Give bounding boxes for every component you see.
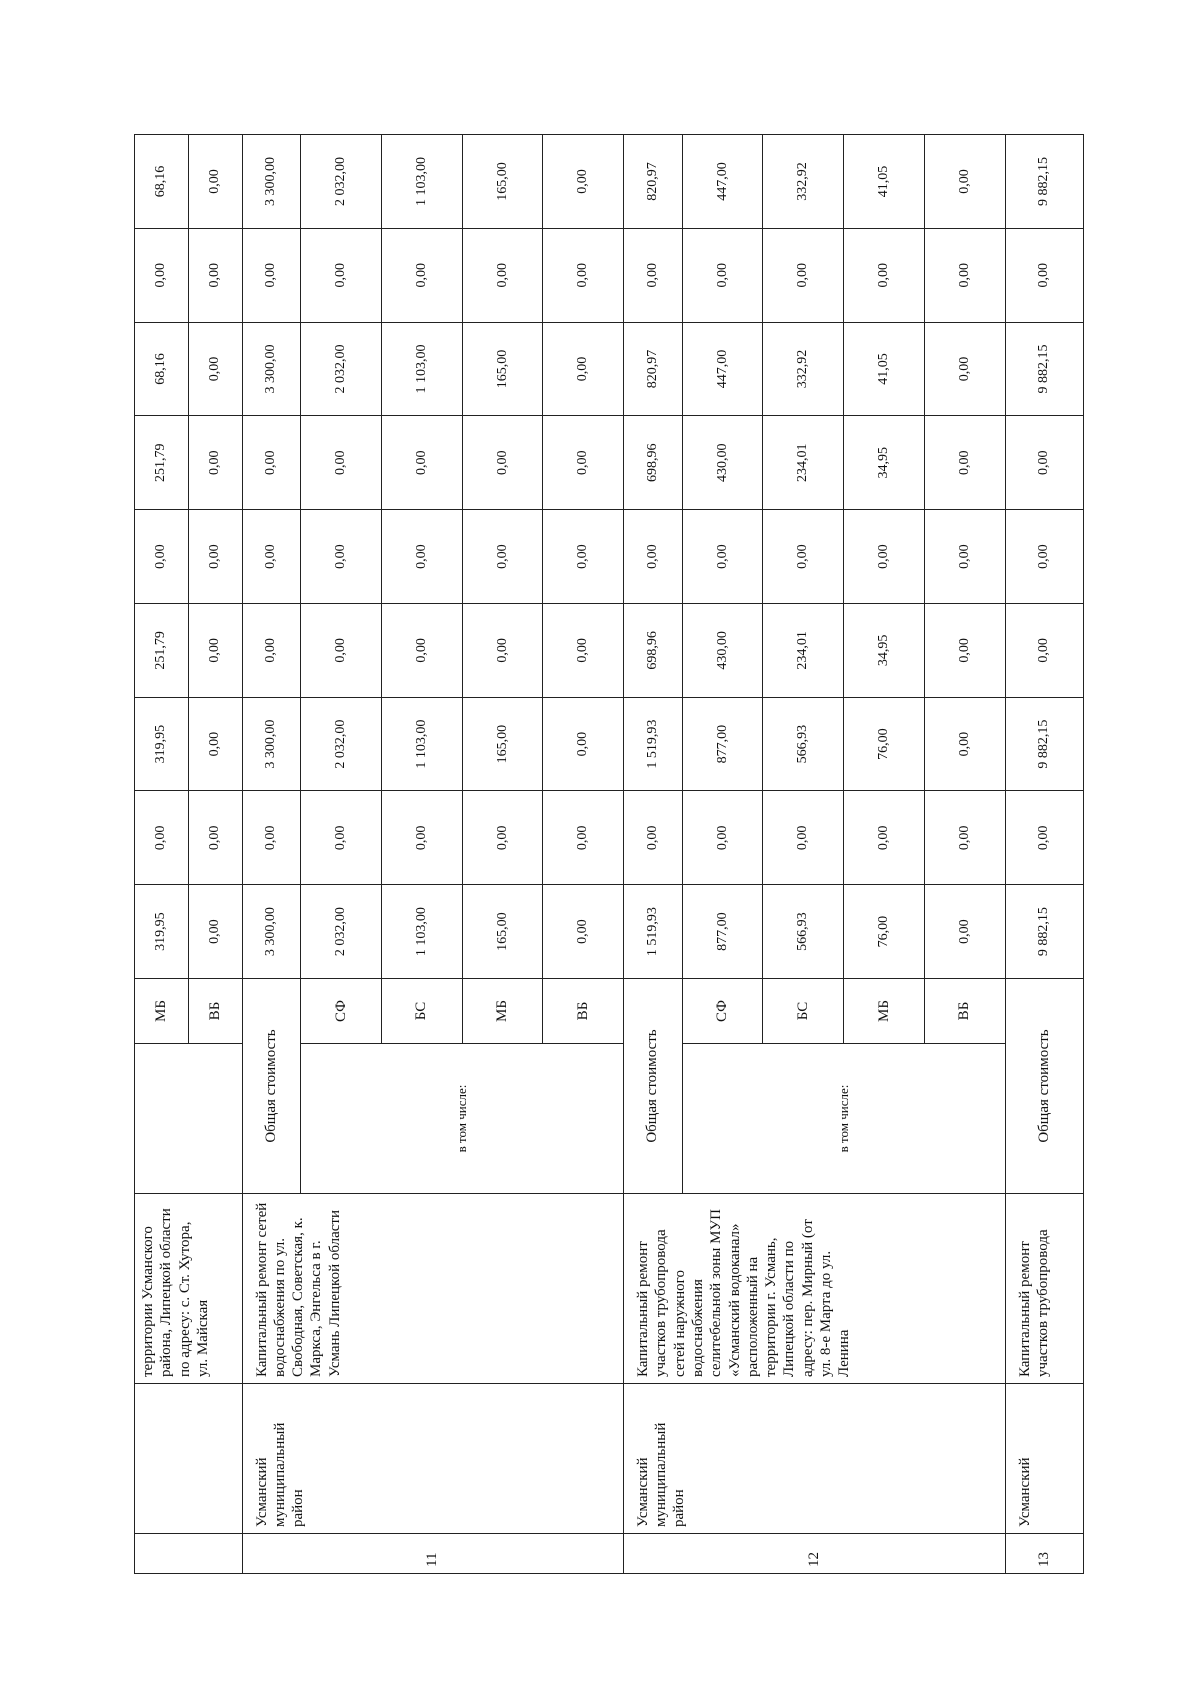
budget-table <box>134 134 1084 1574</box>
value-cell: 9 882,15 <box>1005 322 1083 416</box>
value-cell: 0,00 <box>844 791 925 885</box>
value-cell: 0,00 <box>924 791 1005 885</box>
value-cell: 1 519,93 <box>624 885 683 979</box>
value-cell: 2 032,00 <box>301 697 382 791</box>
value-cell: 0,00 <box>543 135 624 229</box>
value-cell: 234,01 <box>763 603 844 697</box>
district-cell: Усманский муниципальный район <box>242 1384 624 1534</box>
value-cell: 877,00 <box>682 697 763 791</box>
value-cell: 0,00 <box>188 416 242 510</box>
value-cell: 0,00 <box>135 791 189 885</box>
value-cell: 0,00 <box>543 791 624 885</box>
value-cell: 0,00 <box>924 510 1005 604</box>
value-cell: 0,00 <box>543 416 624 510</box>
source-cell: МБ <box>462 979 543 1044</box>
value-cell: 820,97 <box>624 322 683 416</box>
value-cell: 0,00 <box>543 885 624 979</box>
value-cell: 0,00 <box>135 228 189 322</box>
object-cell: Капитальный ремонт участков трубопровода <box>1005 1194 1083 1384</box>
value-cell: 0,00 <box>763 228 844 322</box>
value-cell: 68,16 <box>135 135 189 229</box>
value-cell: 0,00 <box>1005 416 1083 510</box>
value-cell: 0,00 <box>624 791 683 885</box>
value-cell: 0,00 <box>188 791 242 885</box>
value-cell: 1 103,00 <box>381 697 462 791</box>
source-cell: МБ <box>135 979 189 1044</box>
source-cell: ВБ <box>543 979 624 1044</box>
district-cell: Усманский <box>1005 1384 1083 1534</box>
value-cell: 1 103,00 <box>381 135 462 229</box>
value-cell: 165,00 <box>462 322 543 416</box>
district-cell <box>135 1384 243 1534</box>
value-cell: 68,16 <box>135 322 189 416</box>
value-cell: 0,00 <box>682 791 763 885</box>
value-cell: 0,00 <box>1005 228 1083 322</box>
value-cell: 820,97 <box>624 135 683 229</box>
value-cell: 0,00 <box>381 228 462 322</box>
value-cell: 1 103,00 <box>381 322 462 416</box>
value-cell: 0,00 <box>301 603 382 697</box>
value-cell: 251,79 <box>135 416 189 510</box>
value-cell: 0,00 <box>301 791 382 885</box>
source-cell: БС <box>381 979 462 1044</box>
table-row <box>1005 135 1083 1574</box>
value-cell: 9 882,15 <box>1005 135 1083 229</box>
value-cell: 0,00 <box>1005 603 1083 697</box>
rotated-table-wrapper <box>134 134 1084 1574</box>
value-cell: 877,00 <box>682 885 763 979</box>
value-cell: 3 300,00 <box>242 135 301 229</box>
value-cell: 41,05 <box>844 135 925 229</box>
value-cell: 2 032,00 <box>301 885 382 979</box>
value-cell: 0,00 <box>462 791 543 885</box>
object-cell: Капитальный ремонт участков трубопровода сетей наружного водоснабжения селитебельной зоны МУП «Усманский водоканал» расположенный на территории г. Усмань, Липецкой области по адресу: пер. Мирный (от ул. 8-е Марта до ул. Ленина <box>624 1194 1006 1384</box>
value-cell: 0,00 <box>188 322 242 416</box>
source-cell: БС <box>763 979 844 1044</box>
value-cell: 0,00 <box>763 510 844 604</box>
value-cell: 0,00 <box>381 416 462 510</box>
object-cell: территории Усманского района, Липецкой области по адресу: с. Ст. Хутора, ул. Майская <box>135 1194 243 1384</box>
table-body <box>135 135 1084 1574</box>
row-number-cell <box>135 1534 243 1574</box>
value-cell: 0,00 <box>381 603 462 697</box>
value-cell: 0,00 <box>844 228 925 322</box>
value-cell: 332,92 <box>763 135 844 229</box>
value-cell: 0,00 <box>924 603 1005 697</box>
value-cell: 430,00 <box>682 416 763 510</box>
value-cell: 0,00 <box>543 603 624 697</box>
value-cell: 566,93 <box>763 697 844 791</box>
value-cell: 0,00 <box>188 885 242 979</box>
value-cell: 0,00 <box>543 510 624 604</box>
value-cell: 251,79 <box>135 603 189 697</box>
value-cell: 165,00 <box>462 885 543 979</box>
value-cell: 0,00 <box>301 510 382 604</box>
value-cell: 0,00 <box>682 228 763 322</box>
value-cell: 0,00 <box>924 228 1005 322</box>
source-cell: ВБ <box>924 979 1005 1044</box>
total-label-cell: Общая стоимость <box>624 979 683 1194</box>
value-cell: 0,00 <box>543 697 624 791</box>
value-cell: 566,93 <box>763 885 844 979</box>
value-cell: 1 519,93 <box>624 697 683 791</box>
table-row <box>135 135 189 1574</box>
value-cell: 234,01 <box>763 416 844 510</box>
value-cell: 0,00 <box>1005 510 1083 604</box>
value-cell: 165,00 <box>462 135 543 229</box>
source-cell: ВБ <box>188 979 242 1044</box>
value-cell: 0,00 <box>242 228 301 322</box>
value-cell: 0,00 <box>301 228 382 322</box>
value-cell: 0,00 <box>242 510 301 604</box>
value-cell: 0,00 <box>462 416 543 510</box>
value-cell: 0,00 <box>924 322 1005 416</box>
value-cell: 1 103,00 <box>381 885 462 979</box>
value-cell: 34,95 <box>844 603 925 697</box>
total-label-cell: Общая стоимость <box>1005 979 1083 1194</box>
value-cell: 0,00 <box>188 228 242 322</box>
value-cell: 3 300,00 <box>242 697 301 791</box>
including-label-cell: в том числе: <box>301 1044 624 1194</box>
value-cell: 2 032,00 <box>301 322 382 416</box>
value-cell: 2 032,00 <box>301 135 382 229</box>
value-cell: 76,00 <box>844 885 925 979</box>
label-cell <box>135 1044 243 1194</box>
value-cell: 319,95 <box>135 697 189 791</box>
value-cell: 0,00 <box>682 510 763 604</box>
object-cell: Капитальный ремонт сетей водоснабжения по ул. Свободная, Советская, к. Маркса, Энгельса в г. Усмань Липецкой области <box>242 1194 624 1384</box>
value-cell: 0,00 <box>188 697 242 791</box>
district-cell: Усманский муниципальный район <box>624 1384 1006 1534</box>
total-label-cell: Общая стоимость <box>242 979 301 1194</box>
value-cell: 0,00 <box>924 135 1005 229</box>
value-cell: 3 300,00 <box>242 885 301 979</box>
value-cell: 0,00 <box>924 697 1005 791</box>
value-cell: 0,00 <box>462 510 543 604</box>
value-cell: 9 882,15 <box>1005 697 1083 791</box>
value-cell: 34,95 <box>844 416 925 510</box>
value-cell: 0,00 <box>462 228 543 322</box>
value-cell: 0,00 <box>543 322 624 416</box>
value-cell: 165,00 <box>462 697 543 791</box>
value-cell: 0,00 <box>624 510 683 604</box>
value-cell: 332,92 <box>763 322 844 416</box>
value-cell: 447,00 <box>682 135 763 229</box>
value-cell: 319,95 <box>135 885 189 979</box>
value-cell: 41,05 <box>844 322 925 416</box>
value-cell: 0,00 <box>381 510 462 604</box>
value-cell: 76,00 <box>844 697 925 791</box>
value-cell: 0,00 <box>624 228 683 322</box>
value-cell: 0,00 <box>462 603 543 697</box>
value-cell: 3 300,00 <box>242 322 301 416</box>
source-cell: МБ <box>844 979 925 1044</box>
value-cell: 430,00 <box>682 603 763 697</box>
value-cell: 0,00 <box>188 510 242 604</box>
value-cell: 0,00 <box>188 135 242 229</box>
value-cell: 0,00 <box>924 885 1005 979</box>
value-cell: 0,00 <box>242 603 301 697</box>
value-cell: 0,00 <box>1005 791 1083 885</box>
source-cell: СФ <box>682 979 763 1044</box>
table-row <box>624 135 683 1574</box>
value-cell: 0,00 <box>844 510 925 604</box>
value-cell: 0,00 <box>763 791 844 885</box>
source-cell: СФ <box>301 979 382 1044</box>
value-cell: 0,00 <box>301 416 382 510</box>
row-number-cell: 11 <box>242 1534 624 1574</box>
row-number-cell: 12 <box>624 1534 1006 1574</box>
value-cell: 0,00 <box>381 791 462 885</box>
value-cell: 9 882,15 <box>1005 885 1083 979</box>
value-cell: 0,00 <box>543 228 624 322</box>
value-cell: 0,00 <box>242 416 301 510</box>
value-cell: 698,96 <box>624 416 683 510</box>
value-cell: 0,00 <box>242 791 301 885</box>
including-label-cell: в том числе: <box>682 1044 1005 1194</box>
value-cell: 0,00 <box>924 416 1005 510</box>
value-cell: 0,00 <box>135 510 189 604</box>
table-row <box>242 135 301 1574</box>
value-cell: 698,96 <box>624 603 683 697</box>
row-number-cell: 13 <box>1005 1534 1083 1574</box>
value-cell: 447,00 <box>682 322 763 416</box>
value-cell: 0,00 <box>188 603 242 697</box>
